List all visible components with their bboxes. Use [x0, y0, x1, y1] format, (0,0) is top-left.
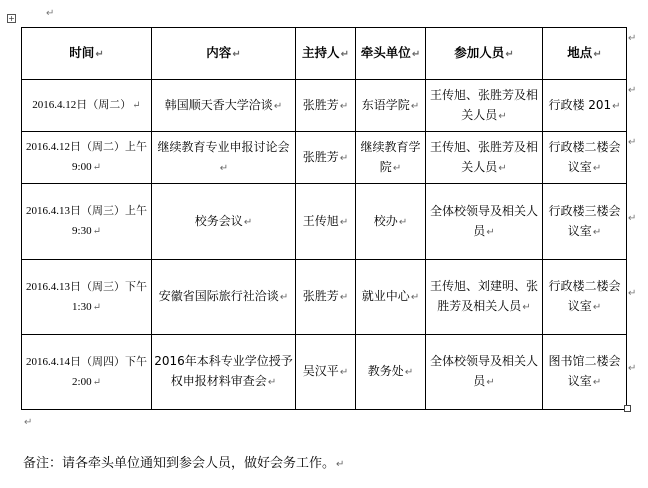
cell-location: 行政楼二楼会议室↵ [543, 260, 627, 335]
row-end-mark: ↵ [628, 363, 637, 374]
cell-location: 图书馆二楼会议室↵ [543, 335, 627, 410]
schedule-table [21, 27, 627, 410]
cell-time: 2016.4.12日（周二）上午9:00↵ [22, 132, 152, 184]
cell-participants: 王传旭、张胜芳及相关人员↵ [426, 80, 543, 132]
cell-lead-unit: 教务处↵ [356, 335, 426, 410]
header-participants: 参加人员↵ [426, 28, 543, 80]
header-content: 内容↵ [152, 28, 296, 80]
cell-lead-unit: 校办↵ [356, 184, 426, 260]
cell-time: 2016.4.14日（周四）下午2:00↵ [22, 335, 152, 410]
table-move-handle[interactable]: + [8, 14, 15, 23]
table-row [22, 335, 627, 410]
paragraph-mark: ↵ [46, 8, 55, 19]
row-end-mark: ↵ [628, 213, 637, 224]
cell-time: 2016.4.13日（周三）下午1:30↵ [22, 260, 152, 335]
cell-host: 张胜芳↵ [296, 80, 356, 132]
cell-lead-unit: 东语学院↵ [356, 80, 426, 132]
cell-participants: 王传旭、张胜芳及相关人员↵ [426, 132, 543, 184]
header-location: 地点↵ [543, 28, 627, 80]
cell-lead-unit: 继续教育学院↵ [356, 132, 426, 184]
remark-text: 备注：请各牵头单位通知到参会人员，做好会务工作。↵ [23, 456, 345, 471]
cell-participants: 全体校领导及相关人员↵ [426, 184, 543, 260]
cell-participants: 全体校领导及相关人员↵ [426, 335, 543, 410]
cell-content: 2016年本科专业学位授予权申报材料审查会↵ [152, 335, 296, 410]
cell-host: 王传旭↵ [296, 184, 356, 260]
cell-host: 吴汉平↵ [296, 335, 356, 410]
row-end-mark: ↵ [628, 288, 637, 299]
paragraph-mark: ↵ [24, 417, 33, 428]
cell-lead-unit: 就业中心↵ [356, 260, 426, 335]
cell-location: 行政楼三楼会议室↵ [543, 184, 627, 260]
row-end-mark: ↵ [628, 85, 637, 96]
header-time: 时间↵ [22, 28, 152, 80]
cell-location: 行政楼二楼会议室↵ [543, 132, 627, 184]
row-end-mark: ↵ [628, 33, 637, 44]
cell-host: 张胜芳↵ [296, 132, 356, 184]
cell-host: 张胜芳↵ [296, 260, 356, 335]
cell-content: 校务会议↵ [152, 184, 296, 260]
table-row [22, 260, 627, 335]
cell-content: 安徽省国际旅行社洽谈↵ [152, 260, 296, 335]
table-row [22, 80, 627, 132]
header-row [22, 28, 627, 80]
table-row [22, 132, 627, 184]
cell-time: 2016.4.13日（周三）上午9:30↵ [22, 184, 152, 260]
cell-participants: 王传旭、刘建明、张胜芳及相关人员↵ [426, 260, 543, 335]
table-row [22, 184, 627, 260]
cell-content: 继续教育专业申报讨论会↵ [152, 132, 296, 184]
cell-content: 韩国顺天香大学洽谈↵ [152, 80, 296, 132]
cell-time: 2016.4.12日（周二）↵ [22, 80, 152, 132]
header-lead-unit: 牵头单位↵ [356, 28, 426, 80]
header-host: 主持人↵ [296, 28, 356, 80]
table-resize-handle[interactable] [624, 405, 631, 412]
cell-location: 行政楼 201↵ [543, 80, 627, 132]
row-end-mark: ↵ [628, 137, 637, 148]
